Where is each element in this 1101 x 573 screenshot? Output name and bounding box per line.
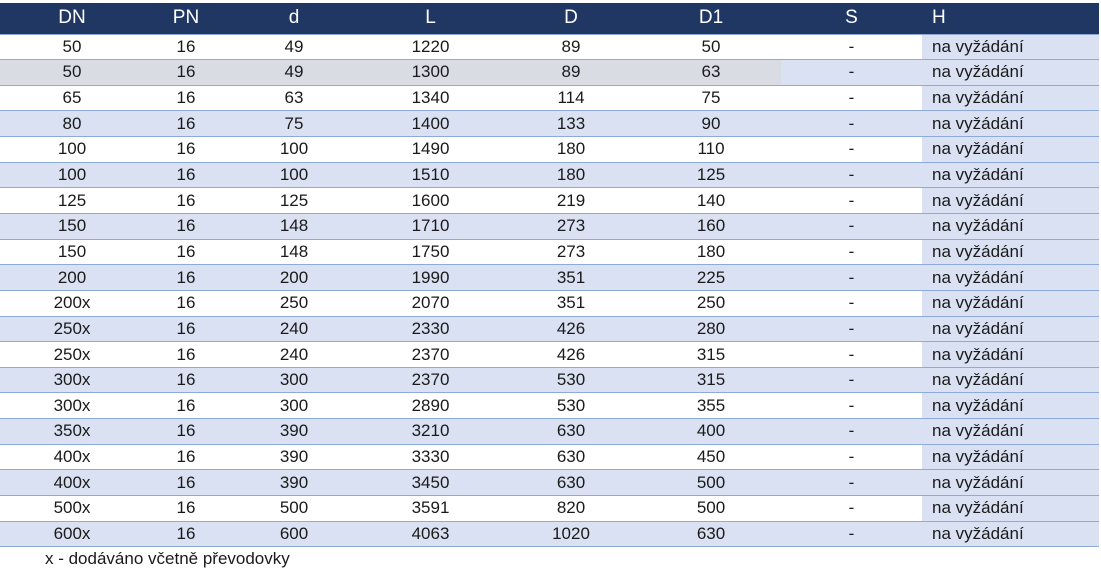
cell-dn: 250x bbox=[0, 342, 144, 368]
cell-outer-d: 530 bbox=[501, 367, 641, 393]
cell-d: 148 bbox=[228, 213, 360, 239]
cell-h: na vyžádání bbox=[922, 393, 1099, 419]
cell-outer-d: 114 bbox=[501, 85, 641, 111]
table-row bbox=[0, 60, 1099, 86]
cell-d: 300 bbox=[228, 367, 360, 393]
cell-d1: 315 bbox=[641, 367, 781, 393]
cell-pn: 16 bbox=[144, 85, 228, 111]
cell-d1: 125 bbox=[641, 162, 781, 188]
cell-h: na vyžádání bbox=[922, 342, 1099, 368]
cell-l: 1710 bbox=[360, 213, 501, 239]
cell-pn: 16 bbox=[144, 316, 228, 342]
cell-outer-d: 530 bbox=[501, 393, 641, 419]
table-row bbox=[0, 265, 1099, 291]
column-header-h: H bbox=[932, 7, 946, 29]
cell-l: 4063 bbox=[360, 521, 501, 547]
table-row bbox=[0, 162, 1099, 188]
cell-dn: 350x bbox=[0, 419, 144, 445]
cell-h: na vyžádání bbox=[922, 521, 1099, 547]
cell-d1: 50 bbox=[641, 34, 781, 60]
cell-pn: 16 bbox=[144, 444, 228, 470]
cell-h: na vyžádání bbox=[922, 419, 1099, 445]
table-row bbox=[0, 367, 1099, 393]
cell-h: na vyžádání bbox=[922, 85, 1099, 111]
cell-d1: 355 bbox=[641, 393, 781, 419]
cell-outer-d: 351 bbox=[501, 265, 641, 291]
column-header-l: L bbox=[425, 7, 436, 29]
cell-h: na vyžádání bbox=[922, 34, 1099, 60]
cell-d1: 90 bbox=[641, 111, 781, 137]
cell-l: 1220 bbox=[360, 34, 501, 60]
cell-d1: 180 bbox=[641, 239, 781, 265]
cell-d: 500 bbox=[228, 496, 360, 522]
cell-dn: 300x bbox=[0, 393, 144, 419]
cell-d1: 75 bbox=[641, 85, 781, 111]
cell-d: 240 bbox=[228, 342, 360, 368]
cell-h: na vyžádání bbox=[922, 444, 1099, 470]
cell-s: - bbox=[781, 60, 922, 86]
cell-dn: 65 bbox=[0, 85, 144, 111]
cell-dn: 125 bbox=[0, 188, 144, 214]
cell-outer-d: 219 bbox=[501, 188, 641, 214]
cell-dn: 100 bbox=[0, 162, 144, 188]
cell-l: 1340 bbox=[360, 85, 501, 111]
cell-d1: 500 bbox=[641, 470, 781, 496]
cell-d1: 500 bbox=[641, 496, 781, 522]
cell-l: 2370 bbox=[360, 342, 501, 368]
cell-l: 3210 bbox=[360, 419, 501, 445]
cell-s: - bbox=[781, 521, 922, 547]
cell-dn: 400x bbox=[0, 470, 144, 496]
table-body bbox=[0, 34, 1099, 547]
cell-l: 3591 bbox=[360, 496, 501, 522]
cell-l: 1600 bbox=[360, 188, 501, 214]
cell-d1: 63 bbox=[641, 60, 781, 86]
cell-dn: 600x bbox=[0, 521, 144, 547]
cell-s: - bbox=[781, 213, 922, 239]
table-row bbox=[0, 85, 1099, 111]
cell-dn: 150 bbox=[0, 213, 144, 239]
cell-s: - bbox=[781, 162, 922, 188]
table-row bbox=[0, 521, 1099, 547]
table-row bbox=[0, 111, 1099, 137]
column-header-pn: PN bbox=[172, 7, 200, 29]
cell-pn: 16 bbox=[144, 496, 228, 522]
cell-h: na vyžádání bbox=[922, 367, 1099, 393]
cell-h: na vyžádání bbox=[922, 290, 1099, 316]
cell-l: 1990 bbox=[360, 265, 501, 291]
cell-pn: 16 bbox=[144, 188, 228, 214]
cell-d: 600 bbox=[228, 521, 360, 547]
cell-dn: 100 bbox=[0, 137, 144, 163]
cell-h: na vyžádání bbox=[922, 239, 1099, 265]
cell-outer-d: 820 bbox=[501, 496, 641, 522]
cell-dn: 400x bbox=[0, 444, 144, 470]
cell-d1: 140 bbox=[641, 188, 781, 214]
table-row bbox=[0, 239, 1099, 265]
table-row bbox=[0, 470, 1099, 496]
cell-dn: 50 bbox=[0, 60, 144, 86]
cell-h: na vyžádání bbox=[922, 213, 1099, 239]
cell-d: 63 bbox=[228, 85, 360, 111]
column-header-d1: D1 bbox=[698, 7, 724, 29]
table-row bbox=[0, 496, 1099, 522]
cell-pn: 16 bbox=[144, 213, 228, 239]
cell-h: na vyžádání bbox=[922, 496, 1099, 522]
cell-pn: 16 bbox=[144, 60, 228, 86]
cell-outer-d: 273 bbox=[501, 213, 641, 239]
column-header-outer-d: D bbox=[564, 7, 578, 29]
cell-d: 250 bbox=[228, 290, 360, 316]
column-header-dn: DN bbox=[58, 7, 86, 29]
table-header bbox=[0, 3, 1099, 34]
cell-dn: 500x bbox=[0, 496, 144, 522]
cell-pn: 16 bbox=[144, 419, 228, 445]
cell-l: 2890 bbox=[360, 393, 501, 419]
cell-s: - bbox=[781, 496, 922, 522]
table-row bbox=[0, 342, 1099, 368]
cell-dn: 250x bbox=[0, 316, 144, 342]
cell-outer-d: 426 bbox=[501, 342, 641, 368]
cell-d: 148 bbox=[228, 239, 360, 265]
table-row bbox=[0, 393, 1099, 419]
cell-d: 49 bbox=[228, 34, 360, 60]
cell-s: - bbox=[781, 316, 922, 342]
cell-outer-d: 630 bbox=[501, 444, 641, 470]
cell-s: - bbox=[781, 470, 922, 496]
cell-h: na vyžádání bbox=[922, 137, 1099, 163]
cell-d1: 110 bbox=[641, 137, 781, 163]
cell-pn: 16 bbox=[144, 265, 228, 291]
cell-l: 3330 bbox=[360, 444, 501, 470]
cell-s: - bbox=[781, 111, 922, 137]
cell-l: 2330 bbox=[360, 316, 501, 342]
table-row bbox=[0, 34, 1099, 60]
cell-d: 125 bbox=[228, 188, 360, 214]
cell-d1: 450 bbox=[641, 444, 781, 470]
cell-dn: 200x bbox=[0, 290, 144, 316]
table-row bbox=[0, 419, 1099, 445]
cell-s: - bbox=[781, 239, 922, 265]
cell-l: 1510 bbox=[360, 162, 501, 188]
cell-pn: 16 bbox=[144, 470, 228, 496]
cell-s: - bbox=[781, 342, 922, 368]
cell-d: 390 bbox=[228, 444, 360, 470]
cell-dn: 200 bbox=[0, 265, 144, 291]
cell-d1: 630 bbox=[641, 521, 781, 547]
footnote: x - dodáváno včetně převodovky bbox=[45, 549, 290, 568]
cell-pn: 16 bbox=[144, 393, 228, 419]
cell-l: 1750 bbox=[360, 239, 501, 265]
cell-pn: 16 bbox=[144, 111, 228, 137]
cell-pn: 16 bbox=[144, 239, 228, 265]
table-row bbox=[0, 137, 1099, 163]
cell-outer-d: 133 bbox=[501, 111, 641, 137]
cell-outer-d: 630 bbox=[501, 470, 641, 496]
cell-l: 2370 bbox=[360, 367, 501, 393]
table-row bbox=[0, 213, 1099, 239]
cell-d1: 315 bbox=[641, 342, 781, 368]
cell-l: 3450 bbox=[360, 470, 501, 496]
cell-h: na vyžádání bbox=[922, 60, 1099, 86]
cell-outer-d: 180 bbox=[501, 162, 641, 188]
cell-d: 200 bbox=[228, 265, 360, 291]
cell-pn: 16 bbox=[144, 137, 228, 163]
cell-s: - bbox=[781, 367, 922, 393]
cell-pn: 16 bbox=[144, 342, 228, 368]
cell-d: 75 bbox=[228, 111, 360, 137]
cell-dn: 80 bbox=[0, 111, 144, 137]
cell-d1: 280 bbox=[641, 316, 781, 342]
table-row bbox=[0, 188, 1099, 214]
cell-dn: 50 bbox=[0, 34, 144, 60]
cell-s: - bbox=[781, 265, 922, 291]
cell-dn: 300x bbox=[0, 367, 144, 393]
cell-s: - bbox=[781, 393, 922, 419]
cell-d1: 160 bbox=[641, 213, 781, 239]
cell-outer-d: 630 bbox=[501, 419, 641, 445]
table-row bbox=[0, 290, 1099, 316]
cell-pn: 16 bbox=[144, 162, 228, 188]
cell-d: 300 bbox=[228, 393, 360, 419]
cell-d1: 250 bbox=[641, 290, 781, 316]
cell-h: na vyžádání bbox=[922, 316, 1099, 342]
cell-s: - bbox=[781, 137, 922, 163]
cell-d: 49 bbox=[228, 60, 360, 86]
cell-d: 390 bbox=[228, 419, 360, 445]
cell-outer-d: 89 bbox=[501, 34, 641, 60]
table-row bbox=[0, 444, 1099, 470]
cell-h: na vyžádání bbox=[922, 265, 1099, 291]
cell-h: na vyžádání bbox=[922, 162, 1099, 188]
cell-d: 390 bbox=[228, 470, 360, 496]
cell-outer-d: 89 bbox=[501, 60, 641, 86]
cell-h: na vyžádání bbox=[922, 188, 1099, 214]
cell-s: - bbox=[781, 290, 922, 316]
cell-h: na vyžádání bbox=[922, 470, 1099, 496]
cell-d: 100 bbox=[228, 137, 360, 163]
cell-s: - bbox=[781, 34, 922, 60]
cell-pn: 16 bbox=[144, 367, 228, 393]
cell-l: 1400 bbox=[360, 111, 501, 137]
cell-dn: 150 bbox=[0, 239, 144, 265]
cell-pn: 16 bbox=[144, 290, 228, 316]
cell-d: 240 bbox=[228, 316, 360, 342]
cell-s: - bbox=[781, 444, 922, 470]
cell-l: 1490 bbox=[360, 137, 501, 163]
cell-h: na vyžádání bbox=[922, 111, 1099, 137]
cell-d: 100 bbox=[228, 162, 360, 188]
cell-outer-d: 273 bbox=[501, 239, 641, 265]
cell-s: - bbox=[781, 188, 922, 214]
cell-outer-d: 426 bbox=[501, 316, 641, 342]
column-header-s: S bbox=[845, 7, 858, 29]
cell-d1: 225 bbox=[641, 265, 781, 291]
cell-outer-d: 351 bbox=[501, 290, 641, 316]
cell-pn: 16 bbox=[144, 34, 228, 60]
cell-l: 1300 bbox=[360, 60, 501, 86]
cell-s: - bbox=[781, 85, 922, 111]
cell-l: 2070 bbox=[360, 290, 501, 316]
table-row bbox=[0, 316, 1099, 342]
cell-pn: 16 bbox=[144, 521, 228, 547]
cell-d1: 400 bbox=[641, 419, 781, 445]
column-header-d: d bbox=[288, 7, 300, 29]
cell-outer-d: 180 bbox=[501, 137, 641, 163]
cell-s: - bbox=[781, 419, 922, 445]
cell-outer-d: 1020 bbox=[501, 521, 641, 547]
dimensions-table bbox=[0, 3, 1099, 547]
header-row bbox=[0, 3, 1099, 34]
